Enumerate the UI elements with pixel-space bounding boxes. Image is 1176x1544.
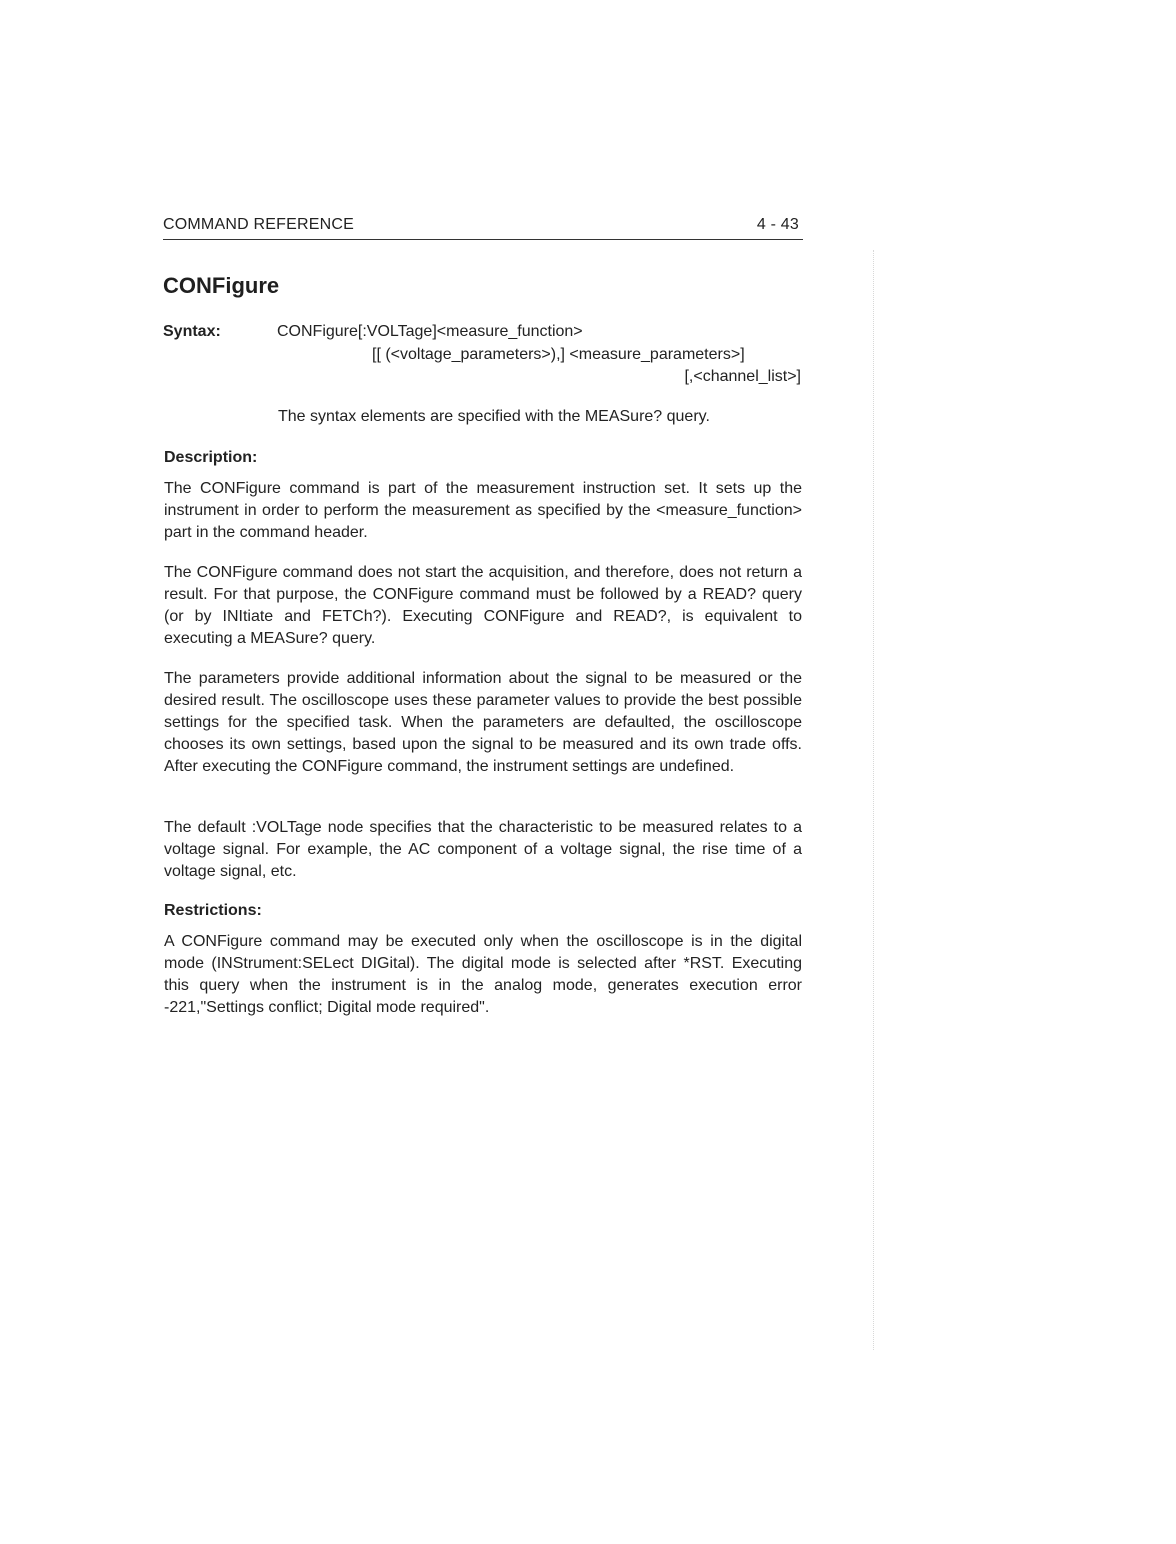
syntax-line-2: [[ (<voltage_parameters>),] <measure_parameters>] <box>372 346 745 363</box>
syntax-note: The syntax elements are specified with the MEASure? query. <box>278 408 710 425</box>
description-heading: Description: <box>164 449 258 466</box>
scan-margin-artifact <box>873 250 875 1350</box>
page-number: 4 - 43 <box>756 216 799 233</box>
description-paragraph-2: The CONFigure command does not start the acquisition, and therefore, does not return a result. For that purpose, the CONFigure command must be followed by a READ? query (or by INItiate and FETCh?). Executing CONFigure and READ?, is equivalent to executing a MEASure? query. <box>164 564 802 647</box>
description-paragraph-3: The parameters provide additional information about the signal to be measured or the desired result. The oscilloscope uses these parameter values to provide the best possible settings for the specified task. When the parameters are defaulted, the oscilloscope chooses its own settings, based upon the signal to be measured and its own trade offs. After executing the CONFigure command, the instrument settings are undefined. <box>164 670 802 775</box>
syntax-label: Syntax: <box>163 323 221 340</box>
restrictions-heading: Restrictions: <box>164 902 262 919</box>
restrictions-paragraph: A CONFigure command may be executed only when the oscilloscope is in the digital mode (INStrument:SELect DIGital). The digital mode is selected after *RST. Executing this query when the instrument is in the analog mode, generates execution error -221,"Settings conflict; Digital mode required". <box>164 933 802 1016</box>
command-title: CONFigure <box>163 273 280 298</box>
header-section-title: COMMAND REFERENCE <box>163 216 354 233</box>
running-header <box>163 215 803 240</box>
syntax-line-1: CONFigure[:VOLTage]<measure_function> <box>277 323 583 340</box>
description-paragraph-1: The CONFigure command is part of the measurement instruction set. It sets up the instrument in order to perform the measurement as specified by the <measure_function> part in the command header. <box>164 480 802 541</box>
syntax-line-3: [,<channel_list>] <box>684 368 801 385</box>
description-paragraph-4: The default :VOLTage node specifies that the characteristic to be measured relates to a voltage signal. For example, the AC component of a voltage signal, the rise time of a voltage signal, etc. <box>164 819 802 880</box>
